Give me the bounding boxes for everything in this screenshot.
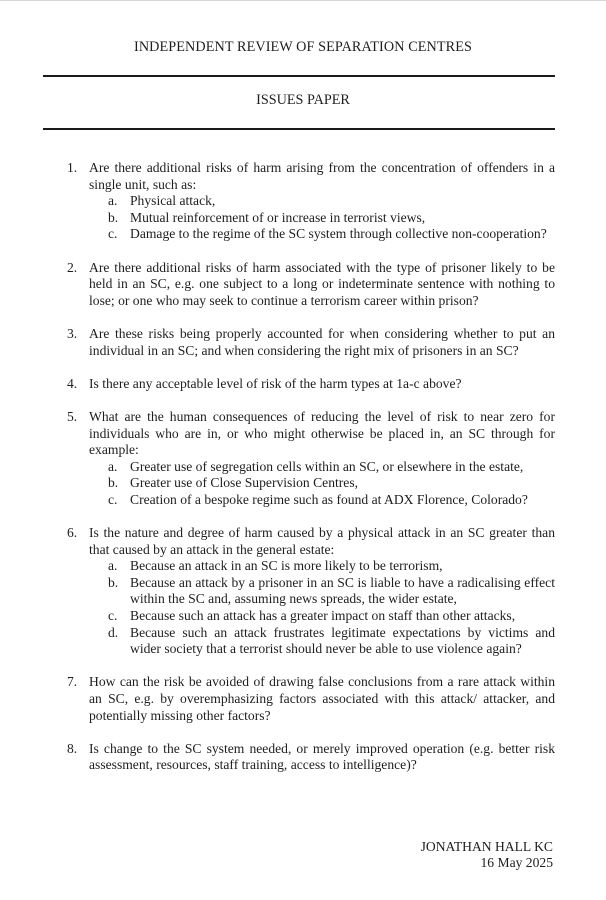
- question-number: 2.: [67, 259, 78, 275]
- question-7: [67, 674, 555, 724]
- sub-item: [89, 575, 555, 608]
- sub-items-list: [89, 459, 555, 509]
- sub-item-text: Creation of a bespoke regime such as found at ADX Florence, Colorado?: [130, 491, 528, 507]
- page-top-edge: [0, 0, 606, 1]
- sub-item: [89, 459, 555, 476]
- sub-item: [89, 625, 555, 658]
- question-4: [67, 376, 555, 393]
- question-text: Is there any acceptable level of risk of the harm types at 1a-c above?: [89, 375, 462, 391]
- signature-block: [421, 839, 553, 871]
- sub-item: [89, 210, 555, 227]
- question-8: [67, 741, 555, 774]
- question-1: [67, 160, 555, 243]
- sub-item-letter: b.: [108, 574, 119, 590]
- sub-item: [89, 558, 555, 575]
- author-name: JONATHAN HALL KC: [420, 839, 553, 854]
- sub-item-letter: a.: [108, 193, 118, 209]
- sub-item-text: Because such an attack has a greater impact on staff than other attacks,: [130, 608, 516, 624]
- question-number: 5.: [67, 408, 78, 424]
- question-2: [67, 260, 555, 310]
- sub-item-letter: d.: [108, 624, 119, 640]
- sub-item: [89, 492, 555, 509]
- question-text: How can the risk be avoided of drawing false conclusions from a rare attack within an SC, e.g. by overemphasizing factors associated with this attack/ attacker, and potentially missing other factors?: [89, 674, 555, 723]
- sub-item: [89, 193, 555, 210]
- document-title: INDEPENDENT REVIEW OF SEPARATION CENTRES: [134, 39, 472, 55]
- question-number: 6.: [67, 525, 78, 541]
- header-rule-bottom: [43, 128, 555, 130]
- question-text: What are the human consequences of reducing the level of risk to near zero for individuals who are in, or who might otherwise be placed in, an SC through for example:: [89, 408, 555, 458]
- question-text: Are there additional risks of harm associated with the type of prisoner likely to be held in an SC, e.g. one subject to a long or indeterminate sentence with nothing to lose; or one who may seek to continue a terrorism career within prison?: [89, 259, 555, 308]
- sub-item: [89, 608, 555, 625]
- sub-item-text: Because an attack in an SC is more likely to be terrorism,: [130, 558, 443, 574]
- sub-items-list: [89, 193, 555, 243]
- header-rule-top: [43, 75, 555, 77]
- sub-item-letter: b.: [108, 209, 119, 225]
- sub-item: [89, 475, 555, 492]
- document-subtitle: ISSUES PAPER: [256, 92, 350, 108]
- question-number: 7.: [67, 674, 78, 690]
- sub-item-letter: b.: [108, 475, 119, 491]
- sub-item-letter: c.: [108, 491, 118, 507]
- sub-item-text: Mutual reinforcement of or increase in terrorist views,: [130, 209, 426, 225]
- question-6: [67, 525, 555, 658]
- sub-item-text: Greater use of segregation cells within an SC, or elsewhere in the estate,: [130, 458, 524, 474]
- question-text: Is the nature and degree of harm caused by a physical attack in an SC greater than that caused by an attack in the general estate:: [89, 525, 555, 557]
- question-number: 8.: [67, 740, 78, 756]
- question-text: Are there additional risks of harm arising from the concentration of offenders in a single unit, such as:: [89, 160, 555, 192]
- sub-item-letter: c.: [108, 608, 118, 624]
- question-3: [67, 326, 555, 359]
- document-date: 16 May 2025: [480, 855, 553, 870]
- questions-list: [67, 160, 555, 791]
- sub-item-letter: c.: [108, 226, 118, 242]
- question-number: 3.: [67, 325, 78, 341]
- question-text: Is change to the SC system needed, or merely improved operation (e.g. better risk assessment, resources, staff training, access to intelligence)?: [89, 740, 555, 773]
- question-5: [67, 409, 555, 509]
- sub-item-text: Damage to the regime of the SC system through collective non-cooperation?: [130, 226, 547, 242]
- sub-item: [89, 226, 555, 243]
- question-number: 1.: [67, 160, 78, 175]
- sub-item-text: Because such an attack frustrates legitimate expectations by victims and wider society that a terrorist should never be able to use violence again?: [130, 624, 555, 657]
- question-text: Are these risks being properly accounted for when considering whether to put an individual in an SC; and when considering the right mix of prisoners in an SC?: [89, 325, 555, 358]
- sub-item-text: Physical attack,: [130, 193, 216, 209]
- sub-items-list: [89, 558, 555, 658]
- sub-item-text: Greater use of Close Supervision Centres,: [130, 475, 359, 491]
- question-number: 4.: [67, 375, 78, 391]
- sub-item-text: Because an attack by a prisoner in an SC is liable to have a radicalising effect within the SC and, assuming news spreads, the wider estate,: [130, 574, 555, 607]
- sub-item-letter: a.: [108, 458, 118, 474]
- sub-item-letter: a.: [108, 558, 118, 574]
